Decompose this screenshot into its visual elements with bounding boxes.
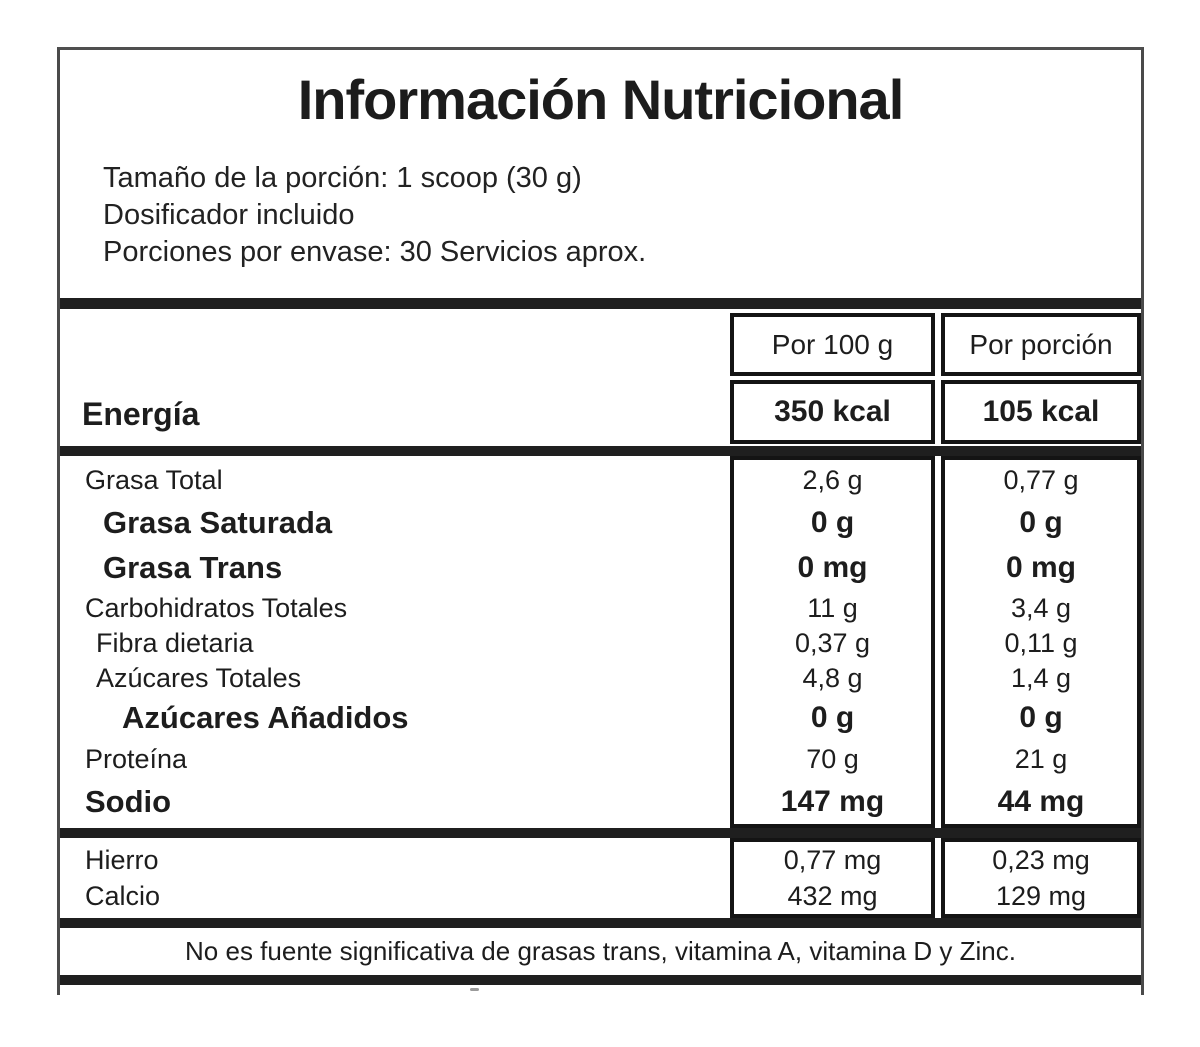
section-bar-after-energy [60,446,1141,456]
energy-per-serving-cell [941,380,1141,444]
energy-per-100g-value: 350 kcal [774,395,891,428]
mineral-per-serving-value: 0,23 mg [992,844,1090,875]
nutrient-name: Proteína [85,743,188,774]
column-header-row [60,313,1141,376]
serving-size-line: Tamaño de la porción: 1 scoop (30 g) [103,162,582,194]
nutrient-name: Azúcares Añadidos [122,699,409,735]
nutrient-per-serving-value: 1,4 g [1010,663,1072,693]
col-header-per-serving-label: Por porción [969,328,1113,360]
nutrient-name: Grasa Saturada [103,504,333,540]
section-bar-before-footnote [60,918,1141,928]
nutrient-per-serving-value: 0 g [1019,700,1063,734]
nutrient-name: Fibra dietaria [96,628,254,658]
nutrient-per-serving-value: 0 mg [1005,550,1077,584]
energy-row [60,380,1141,444]
nutrient-per-100g-value: 2,6 g [802,464,863,495]
nutrient-per-100g-value: 70 g [806,743,859,774]
servings-per-container-line: Porciones por envase: 30 Servicios aprox. [103,236,647,268]
nutrient-per-100g-value: 0,37 g [794,628,871,658]
mineral-name: Hierro [85,844,159,875]
mineral-per-100g-value: 0,77 mg [783,844,882,875]
col-header-per-serving [941,313,1141,376]
nutrient-per-serving-value: 21 g [1014,743,1068,774]
minerals-per-100g-column [730,838,935,918]
nutrient-per-serving-value: 0,11 g [1004,628,1078,658]
nutrient-per-100g-value: 4,8 g [802,663,863,693]
footnote-row [60,928,1141,975]
nutrient-per-100g-value: 147 mg [780,784,885,818]
mineral-per-100g-value: 432 mg [787,880,878,911]
nutrients-per-serving-column [941,456,1141,828]
minerals-per-serving-column [941,838,1141,918]
nutrient-per-serving-value: 3,4 g [1010,592,1072,623]
col-header-per-100g-label: Por 100 g [771,328,894,360]
cropped-text-fragment [470,988,479,991]
nutrient-per-serving-value: 44 mg [997,784,1085,818]
nutrient-per-serving-value: 0 g [1019,505,1063,539]
nutrient-name: Grasa Trans [103,549,283,585]
cropped-bottom-strip [60,985,1141,995]
nutrient-names-column [60,456,730,828]
energy-label: Energía [82,395,200,432]
section-bar-top [60,298,1141,309]
nutrient-per-100g-value: 0 g [810,700,855,734]
energy-name-cell [60,380,730,444]
energy-per-serving-value: 105 kcal [982,395,1100,428]
minerals-section [60,838,1141,918]
footnote-text: No es fuente significativa de grasas trans, vitamina A, vitamina D y Zinc. [185,936,1016,966]
section-bar-bottom [60,975,1141,985]
mineral-name: Calcio [85,880,161,911]
nutrient-per-100g-value: 11 g [807,592,858,623]
mineral-per-serving-value: 129 mg [995,880,1087,911]
nutrients-section [60,456,1141,828]
nutrient-per-100g-value: 0 mg [797,550,868,584]
mineral-names-column [60,838,730,918]
nutrient-name: Carbohidratos Totales [85,592,348,623]
header-spacer [60,313,730,376]
nutrient-name: Azúcares Totales [96,663,302,693]
nutrient-name: Sodio [85,783,172,819]
col-header-per-100g [730,313,935,376]
serving-info-block [103,160,1141,271]
nutrient-per-serving-value: 0,77 g [1003,464,1079,495]
scoop-included-line: Dosificador incluido [103,199,355,231]
label-title: Información Nutricional [297,68,904,131]
nutrient-per-100g-value: 0 g [810,505,855,539]
nutrients-per-100g-column [730,456,935,828]
nutrition-label [57,47,1144,995]
nutrient-name: Grasa Total [85,464,223,495]
energy-per-100g-cell [730,380,935,444]
section-bar-before-minerals [60,828,1141,838]
